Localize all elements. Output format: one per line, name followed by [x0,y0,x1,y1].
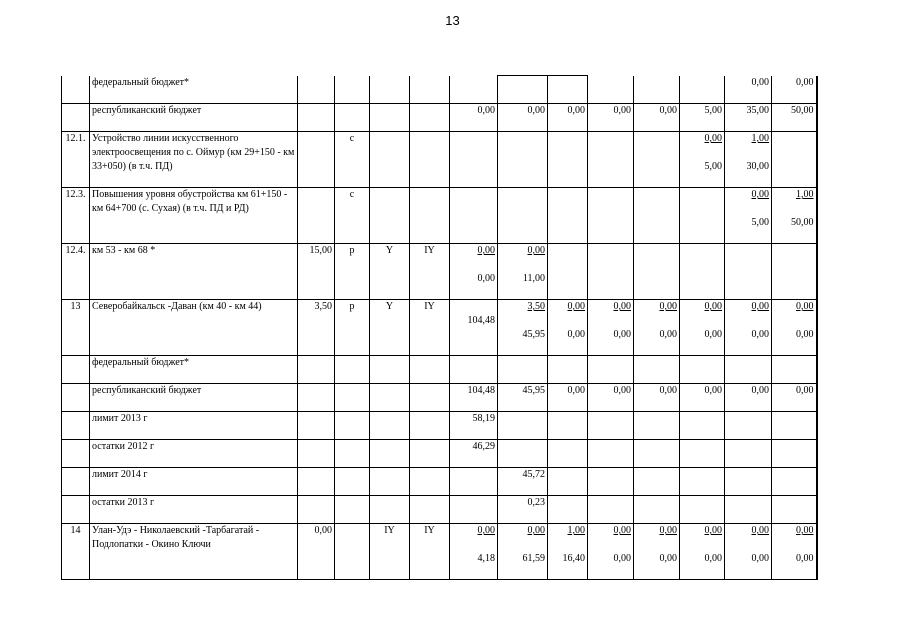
category-current [370,412,410,440]
value-cell [548,188,588,244]
row-name: остатки 2012 г [90,440,298,468]
work-type [335,412,370,440]
length-km [298,384,335,412]
value-cell: 46,29 [450,440,498,468]
row-number [62,384,90,412]
value-cell: 0,00 0,00 [680,524,725,580]
value-cell [634,468,680,496]
length-km [298,104,335,132]
length-km: 0,00 [298,524,335,580]
row-number [62,76,90,104]
value-cell: 0,00 [588,104,634,132]
value-cell [634,76,680,104]
page-number: 13 [445,13,460,28]
row-name: Улан-Удэ - Николаевский -Тарбагатай - Подлопатки - Окино Ключи [90,524,298,580]
category-target [410,412,450,440]
value-cell [772,440,817,468]
category-target [410,496,450,524]
work-type: с [335,132,370,188]
value-cell: 0,00 61,59 [498,524,548,580]
work-type [335,468,370,496]
table-row [62,412,817,440]
value-cell [725,496,772,524]
value-cell [588,356,634,384]
value-cell: 0,00 [634,104,680,132]
value-cell [450,132,498,188]
length-km [298,76,335,104]
value-cell [498,412,548,440]
category-current [370,468,410,496]
work-type [335,524,370,580]
length-km: 3,50 [298,300,335,356]
table-row [62,440,817,468]
value-cell [450,496,498,524]
value-cell: 0,00 [680,384,725,412]
row-name: км 53 - км 68 * [90,244,298,300]
table-row [62,244,817,300]
value-cell [772,132,817,188]
row-number: 12.3. [62,188,90,244]
length-km [298,440,335,468]
value-cell: 3,50 45,95 [498,300,548,356]
row-number: 13 [62,300,90,356]
work-type [335,440,370,468]
value-cell [588,188,634,244]
row-name: Повышения уровня обустройства км 61+150 - км 64+700 (с. Сухая) (в т.ч. ПД и РД) [90,188,298,244]
value-cell: 104,48 [450,384,498,412]
value-cell [725,440,772,468]
value-cell: 0,00 0,00 [548,300,588,356]
table-row [62,76,817,104]
value-cell: 0,00 0,00 [772,524,817,580]
row-name: остатки 2013 г [90,496,298,524]
value-cell: 0,00 [498,104,548,132]
row-name: республиканский бюджет [90,384,298,412]
value-cell: 0,00 0,00 [680,300,725,356]
table-row [62,132,817,188]
value-cell [450,356,498,384]
length-km [298,132,335,188]
value-cell [548,496,588,524]
value-cell [772,356,817,384]
category-current: Y [370,300,410,356]
work-type [335,496,370,524]
length-km [298,188,335,244]
value-cell [680,76,725,104]
value-cell [548,244,588,300]
value-cell: 0,00 [772,76,817,104]
row-name: лимит 2014 г [90,468,298,496]
value-cell: 0,23 [498,496,548,524]
length-km [298,468,335,496]
work-type: с [335,188,370,244]
category-current [370,356,410,384]
value-cell [680,412,725,440]
value-cell: 0,00 4,18 [450,524,498,580]
row-name: Северобайкальск -Даван (км 40 - км 44) [90,300,298,356]
value-cell [680,356,725,384]
value-cell [634,412,680,440]
work-type [335,356,370,384]
length-km [298,496,335,524]
value-cell [772,496,817,524]
row-number [62,104,90,132]
row-number [62,440,90,468]
table-row [62,496,817,524]
value-cell [680,496,725,524]
value-cell: 1,00 30,00 [725,132,772,188]
value-cell [498,356,548,384]
work-type [335,104,370,132]
category-current: Y [370,244,410,300]
value-cell [725,468,772,496]
value-cell [548,440,588,468]
category-current [370,384,410,412]
category-target [410,468,450,496]
table-row [62,384,817,412]
category-current [370,132,410,188]
value-cell [498,76,548,104]
value-cell [588,244,634,300]
value-cell [588,76,634,104]
value-cell: 0,00 [634,384,680,412]
row-number: 12.4. [62,244,90,300]
work-type: р [335,300,370,356]
value-cell [548,356,588,384]
value-cell: 50,00 [772,104,817,132]
value-cell [548,468,588,496]
category-current: IY [370,524,410,580]
value-cell [680,440,725,468]
value-cell [588,132,634,188]
value-cell [588,440,634,468]
value-cell: 0,00 [772,384,817,412]
value-cell: 0,00 [450,104,498,132]
value-cell: 0,00 0,00 [725,524,772,580]
category-target [410,104,450,132]
value-cell: 0,00 0,00 [772,300,817,356]
value-cell: 104,48 [450,300,498,356]
table-row [62,104,817,132]
value-cell [725,244,772,300]
table-row [62,300,817,356]
value-cell: 0,00 0,00 [725,300,772,356]
row-number: 12.1. [62,132,90,188]
value-cell [588,496,634,524]
table-row [62,468,817,496]
category-target: IY [410,524,450,580]
category-current [370,440,410,468]
table-row [62,356,817,384]
row-number [62,468,90,496]
row-name: Устройство линии искусственного электроосвещения по с. Оймур (км 29+150 - км 33+050) (в т.ч. ПД) [90,132,298,188]
value-cell [634,496,680,524]
value-cell: 1,00 50,00 [772,188,817,244]
value-cell [772,468,817,496]
value-cell: 45,72 [498,468,548,496]
value-cell: 0,00 0,00 [634,524,680,580]
value-cell: 0,00 [725,76,772,104]
table-row [62,188,817,244]
value-cell: 0,00 0,00 [588,524,634,580]
value-cell [634,356,680,384]
row-name: федеральный бюджет* [90,76,298,104]
value-cell [725,356,772,384]
category-current [370,104,410,132]
category-target [410,76,450,104]
category-current [370,188,410,244]
length-km [298,356,335,384]
value-cell [498,440,548,468]
category-current [370,76,410,104]
value-cell [725,412,772,440]
row-number [62,496,90,524]
row-name: республиканский бюджет [90,104,298,132]
row-number: 14 [62,524,90,580]
value-cell: 45,95 [498,384,548,412]
value-cell [634,188,680,244]
value-cell [772,244,817,300]
value-cell: 0,00 0,00 [450,244,498,300]
value-cell [450,76,498,104]
row-number [62,356,90,384]
value-cell: 35,00 [725,104,772,132]
category-current [370,496,410,524]
length-km: 15,00 [298,244,335,300]
value-cell: 0,00 11,00 [498,244,548,300]
value-cell [450,188,498,244]
value-cell: 0,00 [548,384,588,412]
category-target [410,188,450,244]
value-cell [588,468,634,496]
category-target [410,132,450,188]
work-type [335,384,370,412]
value-cell [772,412,817,440]
value-cell: 0,00 [548,104,588,132]
value-cell [450,468,498,496]
value-cell [588,412,634,440]
row-name: лимит 2013 г [90,412,298,440]
value-cell: 0,00 5,00 [680,132,725,188]
value-cell: 58,19 [450,412,498,440]
value-cell [548,76,588,104]
value-cell [498,132,548,188]
budget-table [61,75,818,580]
value-cell: 0,00 0,00 [588,300,634,356]
value-cell: 0,00 [588,384,634,412]
value-cell [680,188,725,244]
row-number [62,412,90,440]
value-cell [548,412,588,440]
category-target: IY [410,300,450,356]
value-cell [634,440,680,468]
value-cell: 5,00 [680,104,725,132]
category-target [410,384,450,412]
work-type [335,76,370,104]
work-type: р [335,244,370,300]
category-target [410,356,450,384]
value-cell [634,132,680,188]
value-cell: 1,00 16,40 [548,524,588,580]
value-cell [548,132,588,188]
value-cell [680,468,725,496]
value-cell: 0,00 5,00 [725,188,772,244]
value-cell [680,244,725,300]
value-cell [634,244,680,300]
category-target [410,440,450,468]
table-row [62,524,817,580]
row-name: федеральный бюджет* [90,356,298,384]
category-target: IY [410,244,450,300]
length-km [298,412,335,440]
value-cell: 0,00 0,00 [634,300,680,356]
value-cell: 0,00 [725,384,772,412]
value-cell [498,188,548,244]
